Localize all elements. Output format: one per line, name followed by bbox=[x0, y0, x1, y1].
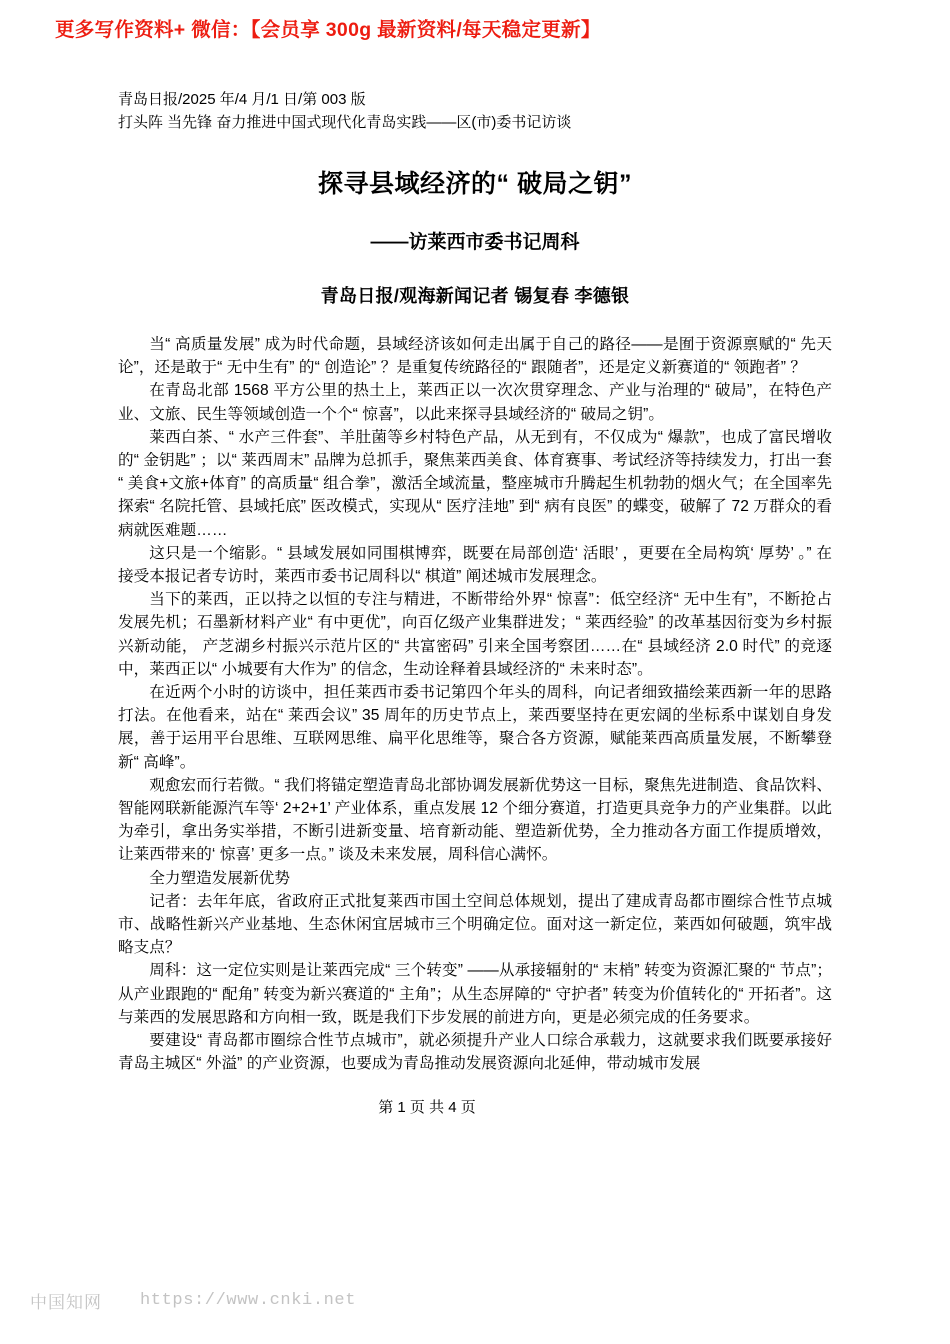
article-paragraph: 要建设“ 青岛都市圈综合性节点城市”，就必须提升产业人口综合承载力，这就要求我们既要承接好青岛主城区“ 外溢” 的产业资源，也要成为青岛推动发展资源向北延伸，带动城市发展 bbox=[118, 1032, 832, 1073]
article-paragraph: 周科：这一定位实则是让莱西完成“ 三个转变” ——从承接辐射的“ 末梢” 转变为资源汇聚的“ 节点”；从产业跟跑的“ 配角” 转变为新兴赛道的“ 主角”；从生态屏障的“ 守护者” 转变为价值转化的“ 开拓者”。这与莱西的发展思路和方向相一致，既是我们下步发展的前进方向，更是必须完成的任务要求。 bbox=[118, 962, 832, 1026]
document-page bbox=[118, 88, 832, 1076]
masthead-source-line: 青岛日报/2025 年/4 月/1 日/第 003 版 bbox=[118, 91, 366, 108]
article-section-heading: 全力塑造发展新优势 bbox=[149, 869, 290, 887]
article-body bbox=[118, 333, 832, 1076]
article-paragraph: 在近两个小时的访谈中，担任莱西市委书记第四个年头的周科，向记者细致描绘莱西新一年的思路打法。在他看来，站在“ 莱西会议” 35 周年的历史节点上，莱西要坚持在更宏阔的坐标系中谋划自身发展，善于运用平台思维、互联网思维、扁平化思维等，聚合各方资源，赋能莱西高质量发展，不断攀登新“ 高峰”。 bbox=[118, 684, 832, 771]
article-paragraph: 当下的莱西，正以持之以恒的专注与精进，不断带给外界“ 惊喜”：低空经济“ 无中生有”，不断抢占发展先机；石墨新材料产业“ 有中更优”，向百亿级产业集群进发；“ 莱西经验” 的改革基因衍变为乡村振兴新动能， 产芝湖乡村振兴示范片区的“ 共富密码” 引来全国考察团……在“ 县域经济 2.0 时代” 的竞逐中，莱西正以“ 小城要有大作为” 的信念，生动诠释着县域经济的“ 未来时态”。 bbox=[118, 591, 832, 678]
cnki-url: https://www.cnki.net bbox=[140, 1291, 357, 1310]
page-title: 探寻县域经济的“ 破局之钥” bbox=[318, 170, 632, 198]
page-number-indicator: 第 1 页 共 4 页 bbox=[378, 1099, 476, 1116]
masthead bbox=[118, 88, 832, 134]
promo-banner: 更多写作资料+ 微信：【会员享 300g 最新资料/每天稳定更新】 bbox=[55, 19, 601, 41]
byline: 青岛日报/观海新闻记者 锡复春 李德银 bbox=[320, 286, 630, 306]
article-paragraph: 这只是一个缩影。“ 县域发展如同围棋博弈，既要在局部创造‘ 活眼’ ，更要在全局构筑‘ 厚势’ 。” 在接受本报记者专访时，莱西市委书记周科以“ 棋道” 阐述城市发展理念。 bbox=[118, 544, 832, 586]
article-paragraph: 在青岛北部 1568 平方公里的热土上，莱西正以一次次贯穿理念、产业与治理的“ 破局”，在特色产业、文旅、民生等领域创造一个个“ 惊喜”，以此来探寻县域经济的“ 破局之钥”。 bbox=[118, 382, 832, 423]
cnki-watermark bbox=[30, 1288, 356, 1313]
article-paragraph: 当“ 高质量发展” 成为时代命题，县域经济该如何走出属于自己的路径——是囿于资源禀赋的“ 先天论”，还是敢于“ 无中生有” 的“ 创造论” ？是重复传统路径的“ 跟随者”，还是定义新赛道的“ 领跑者” ？ bbox=[118, 336, 832, 377]
page-subtitle: ——访莱西市委书记周科 bbox=[370, 232, 580, 253]
article-paragraph: 观愈宏而行若微。“ 我们将锚定塑造青岛北部协调发展新优势这一目标，聚焦先进制造、食品饮料、智能网联新能源汽车等‘ 2+2+1’ 产业体系，重点发展 12 个细分赛道，打造更具竞争力的产业集群。以此为牵引，拿出务实举措，不断引进新变量、培育新动能、塑造新优势，全力推动各方面工作提质增效，让莱西带来的‘ 惊喜’ 更多一点。” 谈及未来发展，周科信心满怀。 bbox=[118, 776, 832, 864]
article-paragraph: 记者：去年年底，省政府正式批复莱西市国土空间总体规划，提出了建成青岛都市圈综合性节点城市、战略性新兴产业基地、生态休闲宜居城市三个明确定位。面对这一新定位，莱西如何破题，筑牢战略支点？ bbox=[118, 892, 832, 957]
cnki-logo: 中国知网 bbox=[30, 1293, 102, 1312]
article-paragraph: 莱西白茶、“ 水产三件套”、羊肚菌等乡村特色产品，从无到有，不仅成为“ 爆款”，也成了富民增收的“ 金钥匙” ；以“ 莱西周末” 品牌为总抓手，聚焦莱西美食、体育赛事、考试经济等持续发力，打出一套“ 美食+文旅+体育” 的高质量“ 组合拳”，激活全域流量，整座城市升腾起生机勃勃的烟火气；在全国率先探索“ 名院托管、县域托底” 医改模式，实现从“ 医疗洼地” 到“ 病有良医” 的蝶变，破解了 72 万群众的看病就医难题…… bbox=[118, 428, 832, 539]
masthead-column-line: 打头阵 当先锋 奋力推进中国式现代化青岛实践——区(市)委书记访谈 bbox=[118, 114, 572, 131]
